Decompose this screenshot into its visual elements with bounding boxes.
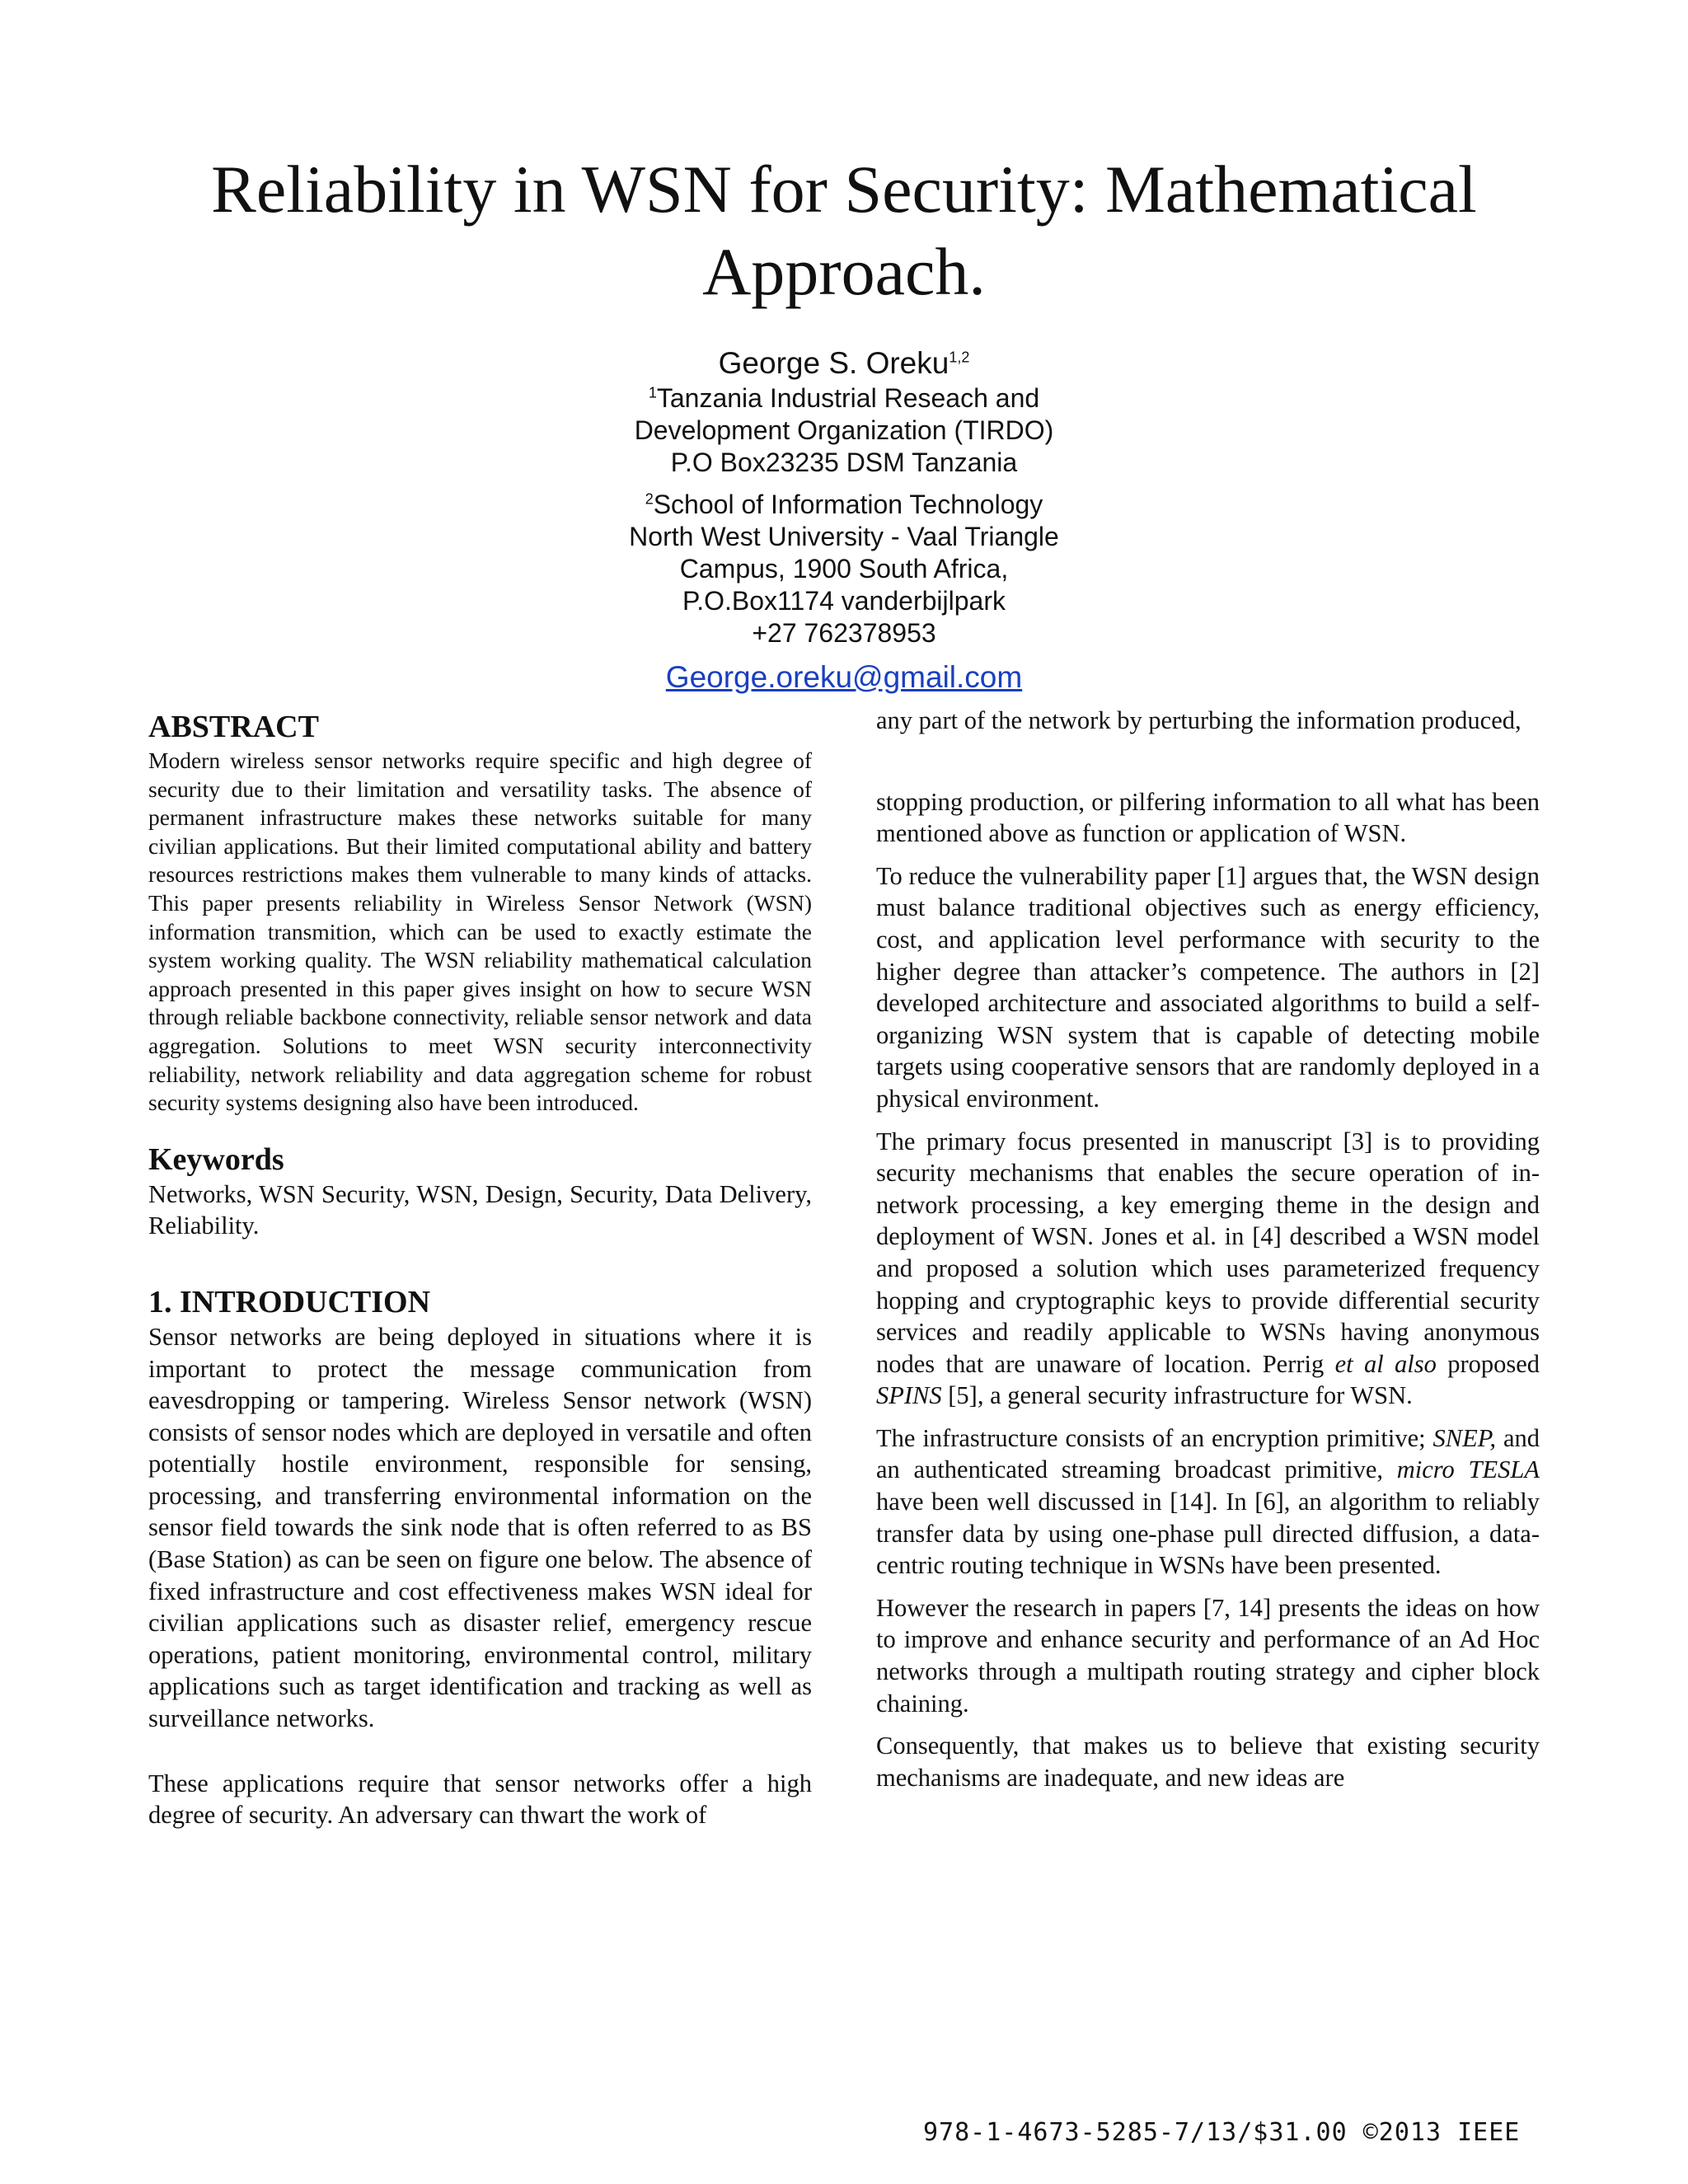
introduction-heading: 1. INTRODUCTION [148,1284,431,1319]
copyright-footer: 978-1-4673-5285-7/13/$31.00 ©2013 IEEE [923,2118,1521,2147]
introduction-paragraph-2: These applications require that sensor networks offer a high degree of security. An adversary can thwart the work of [148,1769,812,1830]
right-paragraph-6: Consequently, that makes us to believe that existing security mechanisms are inadequate, and new ideas are [876,1732,1540,1792]
right-paragraph-5: However the research in papers [7, 14] presents the ideas on how to improve and enhance security and performance of an Ad Hoc networks through a multipath routing strategy and cipher block chaining. [876,1593,1540,1718]
affiliation-2-line-4: P.O.Box1174 vanderbijlpark [682,586,1006,616]
affiliation-1-superscript: 1 [648,384,657,401]
author-name: George S. Oreku$^{1,2}$ [718,346,970,380]
affiliation-1-line-2: Development Organization (TIRDO) [634,415,1054,445]
right-paragraph-0: any part of the network by perturbing the information produced, [876,706,1522,734]
affiliation-2-line-5: +27 762378953 [752,618,936,648]
right-paragraph-2: To reduce the vulnerability paper [1] argues that, the WSN design must balance traditional objectives such as energy efficiency, cost, and application level performance with security to the higher degree than attacker’s competence. The authors in [2] developed architecture and associated algorithms to build a self-organizing WSN system that is capable of detecting mobile targets using cooperative sensors that are randomly deployed in a physical environment. [876,861,1540,1113]
abstract-text: Modern wireless sensor networks require specific and high degree of security due to their limitation and versatility tasks. The absence of permanent infrastructure makes these networks suitable for many civilian applications. But their limited computational ability and battery resources restrictions makes them vulnerable to many kinds of attacks. This paper presents reliability in Wireless Sensor Network (WSN) information transmition, which can be used to exactly estimate the system working quality. The WSN reliability mathematical calculation approach presented in this paper gives insight on how to secure WSN through reliable backbone connectivity, reliable sensor network and data aggregation. Solutions to meet WSN security interconnectivity reliability, network reliability and data aggregation scheme for robust security systems designing also have been introduced. [148,748,812,1116]
right-column [876,705,1540,1804]
italic-snep: SNEP, [1432,1423,1497,1452]
affiliation-2-line-3: Campus, 1900 South Africa, [679,554,1009,583]
italic-micro-tesla: micro TESLA [1396,1455,1540,1484]
abstract-heading: ABSTRACT [148,710,319,744]
right-paragraph-3: The primary focus presented in manuscript [3] is to providing security mechanisms that enables the secure operation of in-network processing, a key emerging theme in the design and deployment of WSN. Jones et al. in [4] described a WSN model and proposed a solution which uses parameterized frequency hopping and cryptographic keys to provide differential security services and readily applicable to WSNs having anonymous nodes that are unaware of location. Perrig et al also proposed SPINS [5], a general security infrastructure for WSN. [876,1127,1540,1410]
affiliation-2-line-2: North West University - Vaal Triangle [629,522,1059,551]
left-column [148,707,812,1831]
keywords-text: Networks, WSN Security, WSN, Design, Security, Data Delivery, Reliability. [148,1179,812,1240]
italic-et-al-also: et al also [1334,1349,1437,1378]
right-paragraph-1: stopping production, or pilfering information to all what has been mentioned above as function or application of WSN. [876,787,1540,848]
affiliation-1-line-3: P.O Box23235 DSM Tanzania [670,448,1018,477]
italic-spins: SPINS [876,1381,942,1410]
right-paragraph-4: The infrastructure consists of an encryption primitive; SNEP, and an authenticated streaming broadcast primitive, micro TESLA have been well discussed in [14]. In [6], an algorithm to reliably transfer data by using one-phase pull directed diffusion, a data-centric routing technique in WSNs have been presented. [876,1423,1540,1580]
affiliation-1-line-1: $^1$Tanzania Industrial Reseach and [648,383,1040,413]
paper-title: Reliability in WSN for Security: Mathematical Approach. [211,152,1477,309]
author-block [495,344,1193,697]
introduction-paragraph-1: Sensor networks are being deployed in situations where it is important to protect the message communication from eavesdropping or tampering. Wireless Sensor network (WSN) consists of sensor nodes which are deployed in versatile and often potentially hostile environment, responsible for sensing, processing, and transferring environmental information on the sensor field towards the sink node that is often referred to as BS (Base Station) as can be seen on figure one below. The absence of fixed infrastructure and cost effectiveness makes WSN ideal for civilian applications such as disaster relief, emergency rescue operations, patient monitoring, environmental control, military applications such as target identification and tracking as well as surveillance networks. [148,1322,812,1733]
affiliation-2-superscript: 2 [645,490,654,508]
keywords-heading: Keywords [148,1141,284,1177]
affiliation-2-line-1: $^2$School of Information Technology [645,490,1043,519]
author-superscript: 1,2 [949,349,970,366]
author-email-link[interactable]: George.oreku@gmail.com [665,660,1023,694]
